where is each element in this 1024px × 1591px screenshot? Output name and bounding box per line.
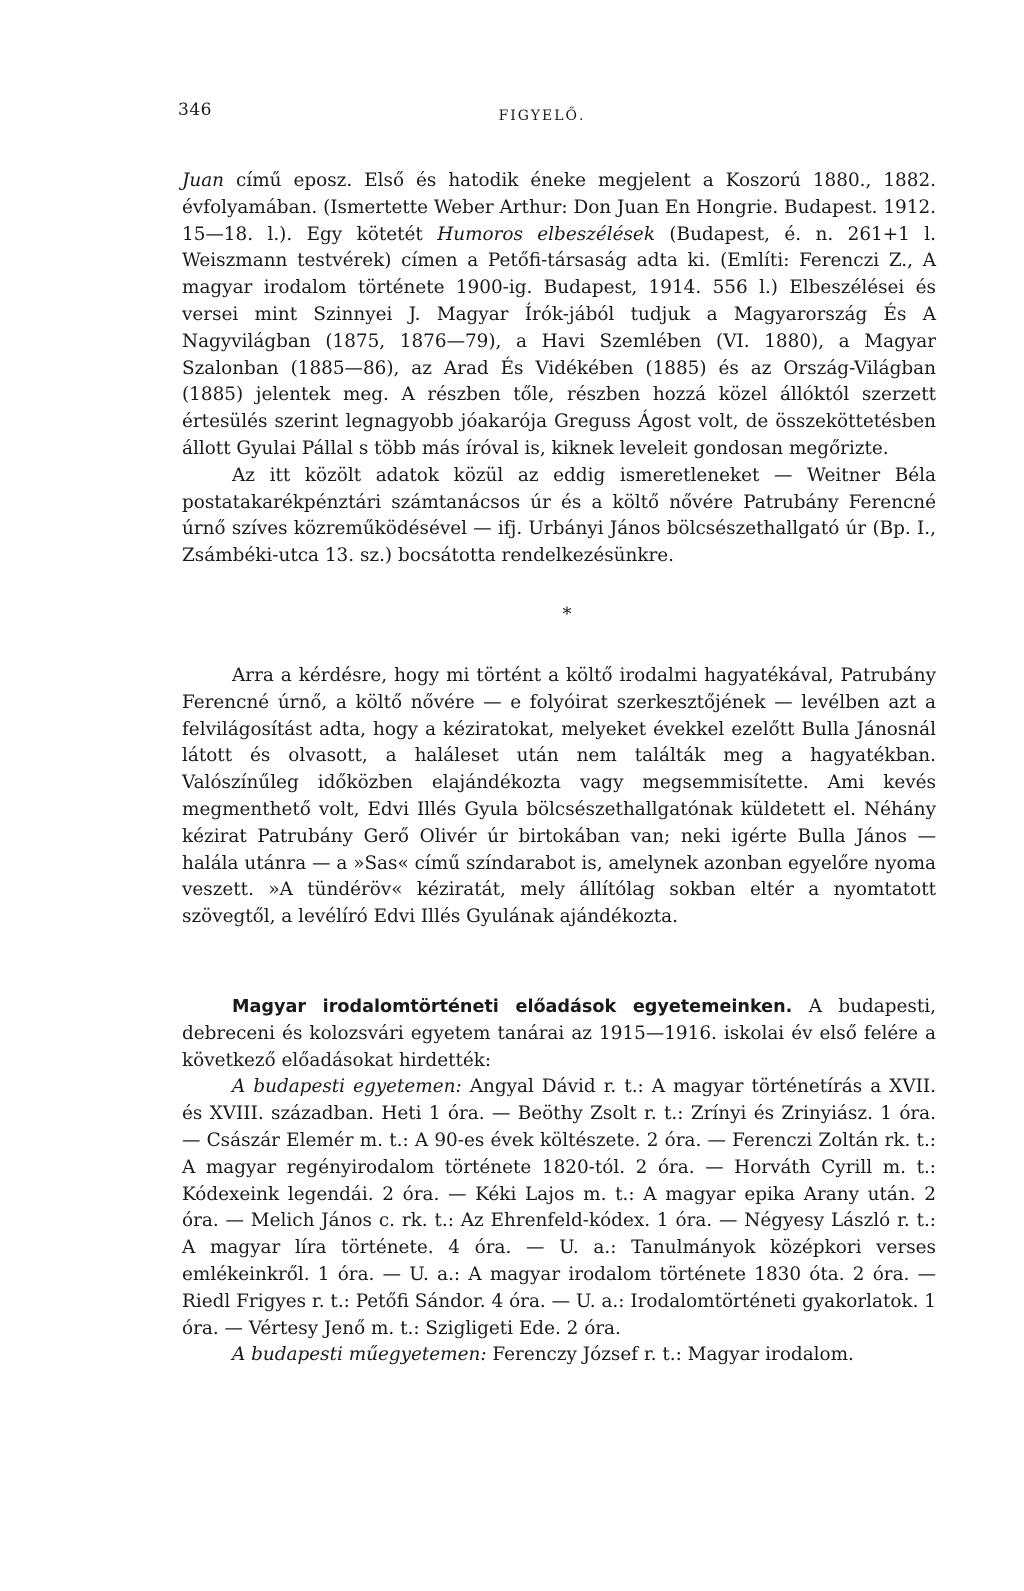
budapest-university-courses: Angyal Dávid r. t.: A magyar történetírás a XVII. és XVIII. században. Heti 1 óra. — Beöthy Zsolt r. t.: Zrínyi és Zrinyiász. 1 óra. — Császár Elemér m. t.: A 90-es évek költészete. 2 óra. — Ferenczi Zoltán rk. t.: A magyar regényirodalom története 1820-tól. 2 óra. — Horváth Cyrill m. t.: Kódexeink legendái. 2 óra. — Kéki Lajos m. t.: A magyar epika Arany után. 2 óra. — Melich János c. rk. t.: Az Ehrenfeld-kódex. 1 óra. — Négyesy László r. t.: A magyar líra története. 4 óra. — U. a.: Tanulmányok középkori verses emlékeinkről. 1 óra. — U. a.: A magyar irodalom története 1830 óta. 2 óra. — Riedl Frigyes r. t.: Petőfi Sándor. 4 óra. — U. a.: Irodalomtörténeti gyakorlatok. 1 óra. — Vértesy Jenő m. t.: Szigligeti Ede. 2 óra. (182, 1076, 936, 1339)
paragraph-legacy: Arra a kérdésre, hogy mi történt a költő irodalmi hagyatékával, Patrubány Ferencné úrnő, a költő nővére — e folyóirat szerkesztőjének — levélben azt a felvilágosítást adta, hogy a kéziratokat, melyeket évekkel ezelőtt Bulla Jánosnál látott és olvasott, a haláleset után nem találták meg a hagyatékban. Valószínűleg időközben elajándékozta vagy megsemmisítette. Ami kevés megmenthető volt, Edvi Illés Gyula bölcsészethallgatónak küldetett el. Néhány kézirat Patrubány Gerő Olivér úr birtokában van; neki igérte Bulla János — halála utánra — a »Sas« című színdarabot is, amelynek azonban egyelőre nyoma veszett. »A tündéröv« kéziratát, mely állítólag sokban eltér a nyomtatott szövegtől, a levélíró Edvi Illés Gyulának ajándékozta. (182, 665, 936, 928)
italic-title-humoros: Humoros elbeszélések (437, 223, 655, 245)
running-title: FIGYELŐ. (498, 108, 586, 124)
technical-university-label: A budapesti műegyetemen: (232, 1344, 487, 1366)
page-number: 346 (178, 100, 212, 120)
paragraph-text: című eposz. Első és hatodik éneke megjelent a Koszorú 1880., 1882. évfolyamában. (Ismertette Weber Arthur: Don Juan En Hongrie. Budapest. 1912. 15—18. l.). Egy kötetét (182, 170, 936, 245)
section-intro: A budapesti, debreceni és kolozsvári egyetem tanárai az 1915—1916. iskolai év első felére a következő előadásokat hirdették: (182, 996, 936, 1071)
section-separator: * (562, 604, 572, 625)
budapest-university-label: A budapesti egyetemen: (232, 1076, 462, 1098)
budapest-university-paragraph (182, 1074, 936, 1342)
paragraph-acknowledgement: Az itt közölt adatok közül az eddig ismeretleneket — Weitner Béla postatakarékpénztári számtanácsos úr és a költő nővére Patrubány Ferencné úrnő szíves közreműködésével — ifj. Urbányi János bölcsészethallgató úr (Bp. I., Zsámbéki-utca 13. sz.) bocsátotta rendelkezésünkre. (182, 464, 936, 567)
technical-university-paragraph (182, 1342, 936, 1369)
first-text-block (182, 168, 936, 570)
lectures-section (182, 994, 936, 1369)
section-heading: Magyar irodalomtörténeti előadások egyetemeinken. (232, 997, 793, 1017)
italic-title-juan: Juan (182, 170, 225, 191)
section-intro-paragraph (182, 994, 936, 1074)
page-header (0, 100, 1024, 130)
paragraph-juan (182, 168, 936, 463)
paragraph-text: (Budapest, é. n. 261+1 l. Weiszmann testvérek) címen a Petőfi-társaság adta ki. (Említi: Ferenczi Z., A magyar irodalom története 1900-ig. Budapest, 1914. 556 l.) Elbeszélései és versei mint Szinnyei J. Magyar Írók-jából tudjuk a Magyarország És A Nagyvilágban (1875, 1876—79), a Havi Szemlében (VI. 1880), a Magyar Szalonban (1885—86), az Arad És Vidékében (1885) és az Ország-Világban (1885) jelentek meg. A részben tőle, részben hozzá közel állóktól szerzett értesülés szerint legnagyobb jóakarója Greguss Ágost volt, de összeköttetésben állott Gyulai Pállal s több más íróval is, kiknek leveleit gondosan megőrizte. (182, 223, 936, 459)
second-text-block (182, 663, 936, 931)
technical-university-courses: Ferenczy József r. t.: Magyar irodalom. (486, 1344, 854, 1366)
